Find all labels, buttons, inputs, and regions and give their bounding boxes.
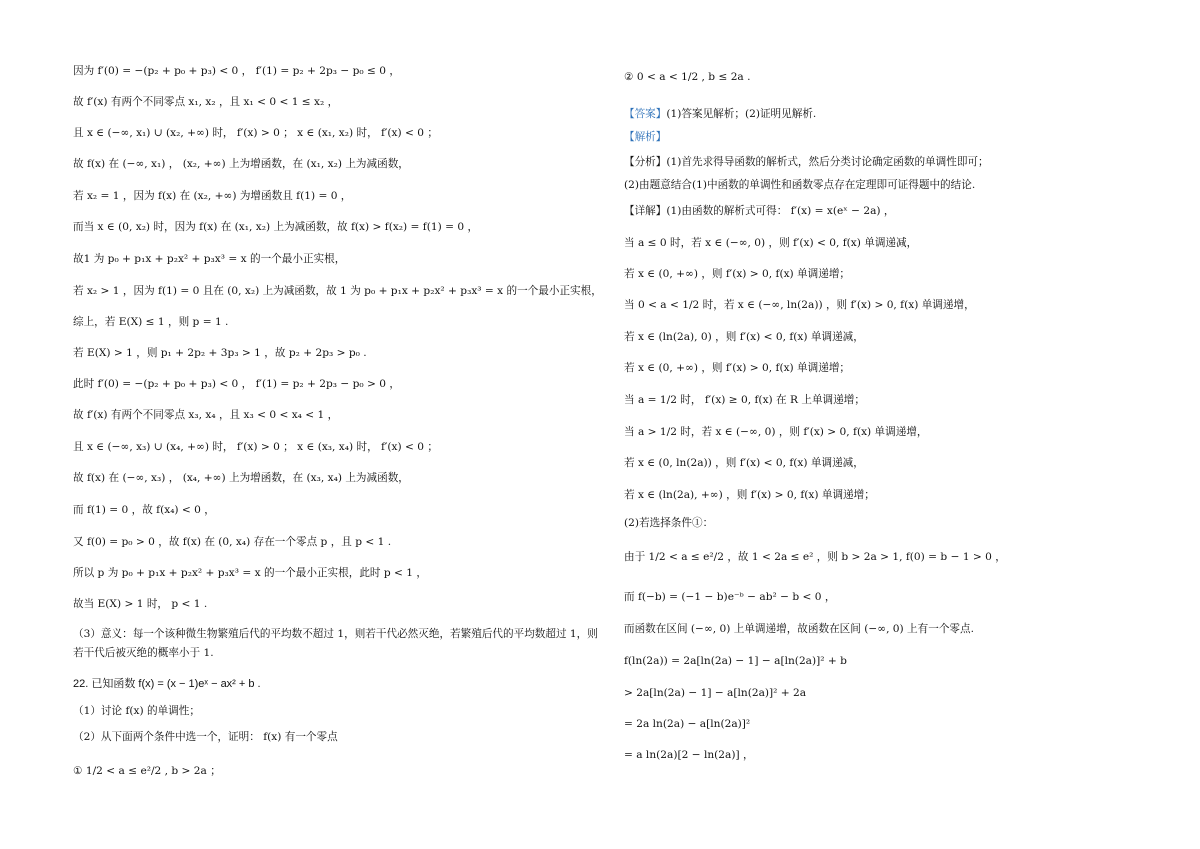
meaning-paragraph: （3）意义：每一个该种微生物繁殖后代的平均数不超过 1，则若干代必然灭绝，若繁殖后代的平均数超过 1，则若干代后被灭绝的概率小于 1. — [73, 628, 598, 659]
analysis-line-1: 【分析】(1)首先求得导函数的解析式，然后分类讨论确定函数的单调性即可； — [624, 156, 989, 168]
text-line: 且 x ∈ (−∞, x₁) ∪ (x₂, +∞) 时， f′(x) > 0 ； x ∈ (x₁, x₂) 时， f′(x) < 0 ； — [73, 127, 438, 139]
text-line: 故 f′(x) 有两个不同零点 x₃, x₄ ，且 x₃ < 0 < x₄ < 1 ， — [73, 409, 339, 421]
text-line: 当 a > 1/2 时，若 x ∈ (−∞, 0) ，则 f′(x) > 0, f(x) 单调递增， — [624, 426, 928, 438]
text-line: 故当 E(X) > 1 时， p < 1 . — [73, 598, 208, 610]
answer-text: (1)答案见解析；(2)证明见解析. — [666, 108, 817, 120]
text-line: 故 f′(x) 有两个不同零点 x₁, x₂ ，且 x₁ < 0 < 1 ≤ x₂ ， — [73, 96, 339, 108]
text-line: 由于 1/2 < a ≤ e²/2 ，故 1 < 2a ≤ e² ，则 b > 2a > 1, f(0) = b − 1 > 0 ， — [624, 551, 1006, 563]
text-line: 当 0 < a < 1/2 时，若 x ∈ (−∞, ln(2a)) ，则 f′(x) > 0, f(x) 单调递增， — [624, 299, 975, 311]
text-line: 综上，若 E(X) ≤ 1 ，则 p = 1 . — [73, 316, 229, 328]
text-line: 当 a = 1/2 时， f′(x) ≥ 0, f(x) 在 R 上单调递增； — [624, 394, 865, 406]
text-line: 若 x ∈ (0, +∞) ，则 f′(x) > 0, f(x) 单调递增； — [624, 362, 851, 374]
text-line: 若 x ∈ (0, ln(2a)) ，则 f′(x) < 0, f(x) 单调递减， — [624, 457, 864, 469]
text-line: 而当 x ∈ (0, x₂) 时，因为 f(x) 在 (x₁, x₂) 上为减函数，故 f(x) > f(x₂) = f(1) = 0 ， — [73, 221, 479, 233]
text-line: = 2a ln(2a) − a[ln(2a)]² — [624, 718, 751, 730]
condition-2: ② 0 < a < 1/2 , b ≤ 2a . — [624, 71, 751, 83]
text-line: 故 f(x) 在 (−∞, x₁) ， (x₂, +∞) 上为增函数，在 (x₁, x₂) 上为减函数， — [73, 158, 409, 170]
text-line: 而函数在区间 (−∞, 0) 上单调递增，故函数在区间 (−∞, 0) 上有一个零点. — [624, 623, 974, 635]
text-line: 若 x ∈ (ln(2a), +∞) ，则 f′(x) > 0, f(x) 单调递增； — [624, 489, 875, 501]
text-line: 若 x ∈ (ln(2a), 0) ，则 f′(x) < 0, f(x) 单调递减， — [624, 331, 864, 343]
text-line: 故 f(x) 在 (−∞, x₃) ， (x₄, +∞) 上为增函数，在 (x₃, x₄) 上为减函数， — [73, 472, 409, 484]
text-line: 此时 f′(0) = −(p₂ + p₀ + p₃) < 0 ， f′(1) = p₂ + 2p₃ − p₀ > 0 ， — [73, 378, 400, 390]
text-line: 故1 为 p₀ + p₁x + p₂x² + p₃x³ = x 的一个最小正实根， — [73, 253, 346, 265]
text-line: 【详解】(1)由函数的解析式可得： f′(x) = x(eˣ − 2a) ， — [624, 205, 895, 217]
analysis-tag: 【解析】 — [624, 131, 667, 143]
text-line: 因为 f′(0) = −(p₂ + p₀ + p₃) < 0 ， f′(1) = p₂ + 2p₃ − p₀ ≤ 0 ， — [73, 65, 400, 77]
text-line: 所以 p 为 p₀ + p₁x + p₂x² + p₃x³ = x 的一个最小正实根，此时 p < 1 ， — [73, 567, 427, 579]
text-line: 若 x₂ = 1 ，因为 f(x) 在 (x₂, +∞) 为增函数且 f(1) = 0 ， — [73, 190, 352, 202]
text-line: > 2a[ln(2a) − 1] − a[ln(2a)]² + 2a — [624, 687, 807, 699]
text-line: (2)若选择条件①： — [624, 517, 714, 529]
text-line: 若 x₂ > 1 ，因为 f(1) = 0 且在 (0, x₂) 上为减函数，故 1 为 p₀ + p₁x + p₂x² + p₃x³ = x 的一个最小正实根， — [73, 285, 602, 297]
text-line: 而 f(1) = 0 ，故 f(x₄) < 0 ， — [73, 504, 215, 516]
text-line: 而 f(−b) = (−1 − b)e⁻ᵇ − ab² − b < 0 ， — [624, 591, 836, 603]
condition-1: ① 1/2 < a ≤ e²/2 , b > 2a ； — [73, 765, 221, 777]
question-22-title: 22. 已知函数 f(x) = (x − 1)eˣ − ax² + b . — [73, 678, 261, 690]
text-line: = a ln(2a)[2 − ln(2a)] ， — [624, 749, 754, 761]
answer-tag: 【答案】 — [624, 108, 667, 120]
analysis-line-2: (2)由题意结合(1)中函数的单调性和函数零点存在定理即可证得题中的结论. — [624, 179, 976, 191]
answer-line — [624, 107, 816, 121]
text-line: 若 x ∈ (0, +∞) ，则 f′(x) > 0, f(x) 单调递增； — [624, 268, 851, 280]
question-22-part1: （1）讨论 f(x) 的单调性； — [73, 705, 200, 717]
text-line: 又 f(0) = p₀ > 0 ，故 f(x) 在 (0, x₄) 存在一个零点 p ，且 p < 1 . — [73, 536, 392, 548]
question-22-part2: （2）从下面两个条件中选一个，证明： f(x) 有一个零点 — [73, 731, 338, 743]
text-line: 当 a ≤ 0 时，若 x ∈ (−∞, 0) ，则 f′(x) < 0, f(x) 单调递减， — [624, 237, 918, 249]
text-line: 且 x ∈ (−∞, x₃) ∪ (x₄, +∞) 时， f′(x) > 0 ； x ∈ (x₃, x₄) 时， f′(x) < 0 ； — [73, 441, 438, 453]
text-line: 若 E(X) > 1 ，则 p₁ + 2p₂ + 3p₃ > 1 ，故 p₂ + 2p₃ > p₀ . — [73, 347, 367, 359]
text-line: f(ln(2a)) = 2a[ln(2a) − 1] − a[ln(2a)]² + b — [624, 655, 847, 667]
